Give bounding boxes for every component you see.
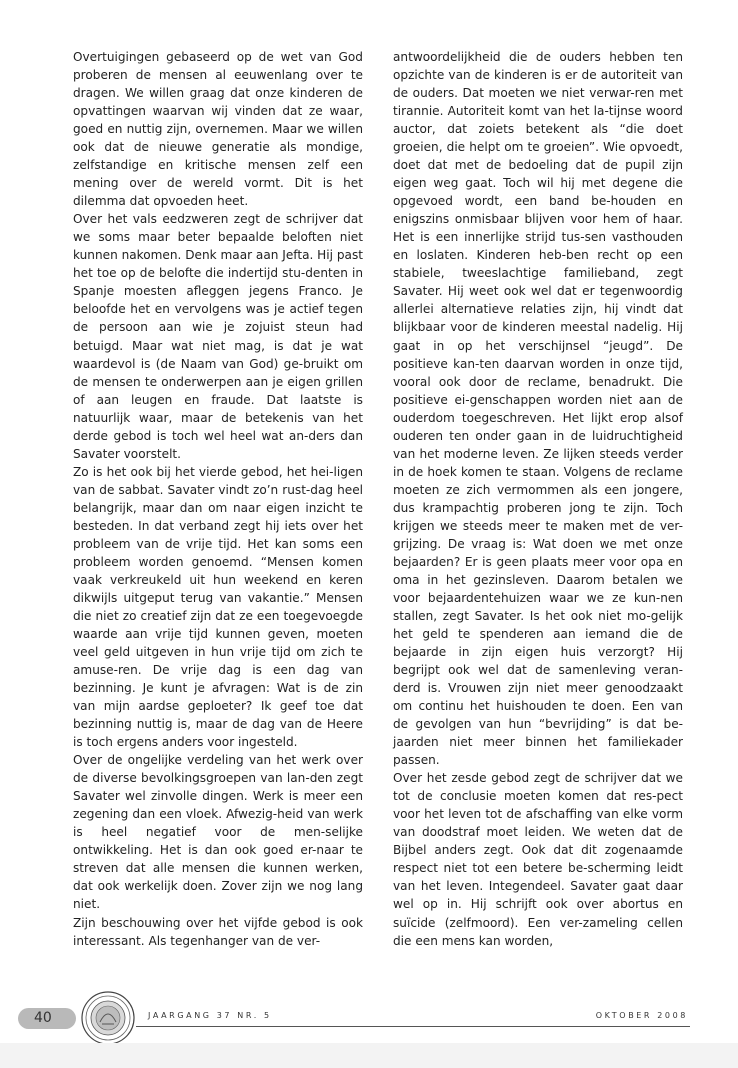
paragraph: Overtuigingen gebaseerd op de wet van God proberen de mensen al eeuwenlang over te dragen. We willen graag dat onze kinderen de opvattingen waarvan wij vinden dat ze waar, goed en nuttig zijn, overnemen. Maar we willen ook dat de nieuwe generatie als mondige, zelfstandige en kritische mensen zelf een mening over de wereld vormt. Dit is het dilemma dat opvoeden heet. bbox=[73, 50, 363, 209]
scan-margin bbox=[0, 1043, 738, 1068]
footer-rule bbox=[136, 1026, 690, 1027]
paragraph: Over het zesde gebod zegt de schrijver dat we tot de conclusie moeten komen dat res-pect voor het leven tot de afschaffing van elke vorm van doodstraf moet leiden. We weten dat de Bijbel anders zegt. Ook dat dit zogenaamde respect niet tot een betere be-scherming leidt van het leven. Integendeel. Savater gaat daar wel op in. Hij schrijft ook over abortus en suïcide (zelfmoord). Een ver-zameling cellen die een mens kan worden, bbox=[393, 771, 683, 948]
paragraph: antwoordelijkheid die de ouders hebben ten opzichte van de kinderen is er de autoriteit van de ouders. Dat moeten we niet verwar-ren met tirannie. Autoriteit komt van het la-tijnse woord auctor, dat zoiets betekent als “die doet groeien, die helpt om te groeien”. Wie opvoedt, doet dat met de bedoeling dat de pupil zijn eigen weg gaat. Toch wil hij met degene die opgevoed wordt, een band be-houden en enigszins onmisbaar blijven voor hem of haar. Het is een innerlijke strijd tus-sen vasthouden en loslaten. Kinderen heb-ben recht op een stabiele, tweeslachtige familieband, zegt Savater. Hij weet ook wel dat er tegenwoordig allerlei alternatieve relaties zijn, hij vindt dat blijkbaar voor de kinderen meestal nadelig. Hij gaat in op het verschijnsel “jeugd”. De positieve kan-ten daarvan worden in onze tijd, vooral ook door de reclame, benadrukt. Die positieve ei-genschappen worden niet aan de ouderdom toegeschreven. Het lijkt erop alsof ouderen ten onder gaan in de luidruchtigheid van het moderne leven. Ze lijken steeds verder in de hoek komen te staan. Volgens de reclame moeten ze zich vermommen als een jongere, dus krampachtig proberen jong te zijn. Toch krijgen we steeds meer te maken met de ver-grijzing. De vraag is: Wat doen we met onze bejaarden? Er is geen plaats meer voor opa en oma in het gezinsleven. Daarom betalen we voor bejaardentehuizen waar we ze kun-nen stallen, zegt Savater. Is het ook niet mo-gelijk het geld te spenderen aan iemand die de bejaarde in zijn eigen huis verzorgt? Hij begrijpt ook wel dat de samenleving veran-derd is. Vrouwen zijn niet meer genoodzaakt om continu het huishouden te doen. Een van de gevolgen van hun “bevrijding” is dat be-jaarden niet meer binnen het familiekader passen. bbox=[393, 50, 683, 768]
issue-date: OKTOBER 2008 bbox=[595, 1011, 688, 1020]
paragraph: Over het vals eedzweren zegt de schrijver dat we soms maar beter bepaalde beloften niet kunnen nakomen. Denk maar aan Jefta. Hij past het toe op de belofte die indertijd stu-denten in Spanje moesten afleggen jegens Franco. Je beloofde het en vervolgens was je actief tegen de persoon aan wie je zojuist steun had betuigd. Maar wat niet mag, is dat je wat waardevol is (de Naam van God) ge-bruikt om de mensen te onderwerpen aan je eigen grillen of aan leugen en fraude. Dat laatste is natuurlijk waar, maar de betekenis van het derde gebod is toch wel heel wat an-ders dan Savater voorstelt. bbox=[73, 212, 363, 461]
article-right-column bbox=[393, 48, 683, 950]
journal-issue: JAARGANG 37 NR. 5 bbox=[148, 1011, 272, 1020]
paragraph: Zijn beschouwing over het vijfde gebod is ook interessant. Als tegenhanger van de ver- bbox=[73, 915, 363, 948]
page-number: 40 bbox=[34, 1010, 52, 1026]
page-footer bbox=[0, 975, 738, 1035]
article-left-column bbox=[73, 48, 363, 950]
paragraph: Zo is het ook bij het vierde gebod, het hei-ligen van de sabbat. Savater vindt zo’n rust-dag heel belangrijk, maar dan om naar eigen inzicht te besteden. In dat verband zegt hij iets over het probleem van de vrije tijd. Het kan soms een probleem worden genoemd. “Mensen komen vaak verkreukeld uit hun weekend en keren dikwijls uitgeput terug van vakantie.” Mensen die niet zo creatief zijn dat ze een toegevoegde waarde aan vrije tijd kunnen geven, moeten veel geld uitgeven in hun vrije tijd om zich te amuse-ren. De vrije dag is een dag van bezinning. Je kunt je afvragen: Wat is de zin van mijn aardse geploeter? Ik geef toe dat bezinning nuttig is, maar de dag van de Heere is toch ergens anders voor ingesteld. bbox=[73, 464, 363, 750]
paragraph: Over de ongelijke verdeling van het werk over de diverse bevolkingsgroepen van lan-den zegt Savater wel zinvolle dingen. Werk is meer een zegening dan een vloek. Afwezig-heid van werk is heel negatief voor de men-selijke ontwikkeling. Het is dan ook goed er-naar te streven dat alle mensen die kunnen werken, dat ook werkelijk doen. Zover zijn we nog lang niet. bbox=[73, 753, 363, 912]
journal-emblem-icon bbox=[80, 990, 136, 1046]
